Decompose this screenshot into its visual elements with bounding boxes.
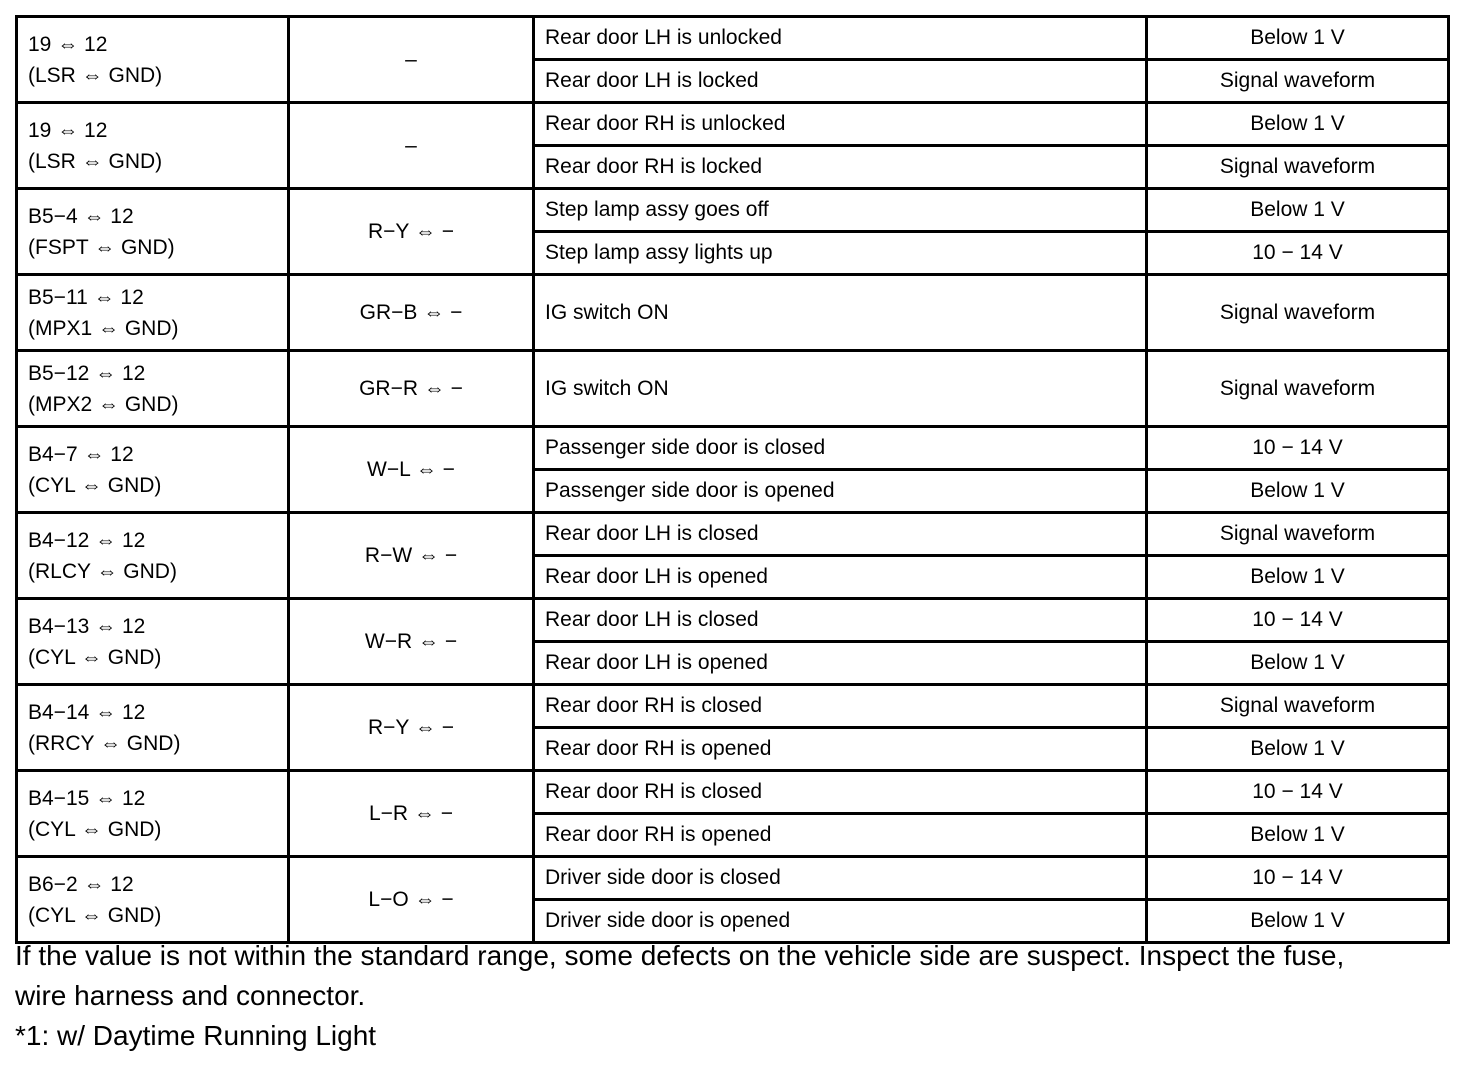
wiring-color-cell: –	[289, 17, 534, 103]
condition-cell: Passenger side door is opened	[534, 470, 1147, 513]
terminal-symbol: (CYL ⇔ GND)	[28, 903, 162, 927]
wiring-color-cell: –	[289, 103, 534, 189]
footnote: *1: w/ Daytime Running Light	[15, 1020, 377, 1051]
condition-cell: Rear door LH is opened	[534, 642, 1147, 685]
note-text-line-1: If the value is not within the standard range, some defects on the vehicle side are suspect. Inspect the fuse,	[15, 940, 1345, 971]
condition-cell: Rear door LH is closed	[534, 599, 1147, 642]
terminal-number: B5−11 ⇔ 12	[28, 285, 144, 309]
condition-cell: Rear door LH is opened	[534, 556, 1147, 599]
table-row	[17, 103, 1449, 146]
terminal-symbol: (MPX2 ⇔ GND)	[28, 392, 179, 416]
terminal-number: B4−15 ⇔ 12	[28, 786, 146, 810]
specified-condition-cell: Signal waveform	[1147, 275, 1449, 351]
terminal-cell	[17, 427, 289, 513]
condition-cell: Driver side door is opened	[534, 900, 1147, 943]
table-body	[17, 17, 1449, 943]
wiring-color-cell: W−L ⇔ −	[289, 427, 534, 513]
specified-condition-cell: 10 − 14 V	[1147, 232, 1449, 275]
specified-condition-cell: Below 1 V	[1147, 17, 1449, 60]
condition-cell: IG switch ON	[534, 275, 1147, 351]
specified-condition-cell: Below 1 V	[1147, 900, 1449, 943]
terminal-number: B4−12 ⇔ 12	[28, 528, 146, 552]
table-row	[17, 189, 1449, 232]
notes-section	[15, 936, 1455, 1056]
terminal-cell	[17, 189, 289, 275]
condition-cell: Rear door RH is opened	[534, 728, 1147, 771]
wiring-color-cell: R−Y ⇔ −	[289, 189, 534, 275]
condition-cell: Rear door LH is unlocked	[534, 17, 1147, 60]
terminal-symbol: (CYL ⇔ GND)	[28, 817, 162, 841]
table-row	[17, 427, 1449, 470]
terminal-cell	[17, 351, 289, 427]
wiring-color-cell: W−R ⇔ −	[289, 599, 534, 685]
terminal-cell	[17, 599, 289, 685]
table-row	[17, 685, 1449, 728]
table-row	[17, 275, 1449, 351]
condition-cell: Rear door LH is locked	[534, 60, 1147, 103]
table-row	[17, 599, 1449, 642]
condition-cell: Rear door RH is closed	[534, 685, 1147, 728]
condition-cell: Passenger side door is closed	[534, 427, 1147, 470]
terminal-number: 19 ⇔ 12	[28, 118, 108, 142]
condition-cell: Rear door RH is opened	[534, 814, 1147, 857]
specified-condition-cell: 10 − 14 V	[1147, 427, 1449, 470]
condition-cell: Rear door RH is closed	[534, 771, 1147, 814]
specified-condition-cell: Below 1 V	[1147, 642, 1449, 685]
specified-condition-cell: Below 1 V	[1147, 103, 1449, 146]
specified-condition-cell: 10 − 14 V	[1147, 857, 1449, 900]
specified-condition-cell: Below 1 V	[1147, 189, 1449, 232]
specified-condition-cell: Signal waveform	[1147, 685, 1449, 728]
terminal-number: B5−12 ⇔ 12	[28, 361, 146, 385]
terminal-number: 19 ⇔ 12	[28, 32, 108, 56]
terminal-symbol: (FSPT ⇔ GND)	[28, 235, 175, 259]
terminal-cell	[17, 771, 289, 857]
table-row	[17, 17, 1449, 60]
specified-condition-cell: 10 − 14 V	[1147, 771, 1449, 814]
terminal-symbol: (RRCY ⇔ GND)	[28, 731, 181, 755]
condition-cell: IG switch ON	[534, 351, 1147, 427]
terminal-cell	[17, 17, 289, 103]
terminal-symbol: (CYL ⇔ GND)	[28, 645, 162, 669]
wiring-color-cell: R−W ⇔ −	[289, 513, 534, 599]
terminal-symbol: (MPX1 ⇔ GND)	[28, 316, 179, 340]
condition-cell: Driver side door is closed	[534, 857, 1147, 900]
terminal-number: B4−14 ⇔ 12	[28, 700, 146, 724]
note-text-line-2: wire harness and connector.	[15, 980, 366, 1011]
wiring-color-cell: GR−B ⇔ −	[289, 275, 534, 351]
condition-cell: Rear door RH is unlocked	[534, 103, 1147, 146]
terminal-number: B5−4 ⇔ 12	[28, 204, 134, 228]
specified-condition-cell: Below 1 V	[1147, 470, 1449, 513]
wiring-color-cell: L−R ⇔ −	[289, 771, 534, 857]
terminal-cell	[17, 857, 289, 943]
terminal-number: B4−7 ⇔ 12	[28, 442, 134, 466]
table-row	[17, 857, 1449, 900]
condition-cell: Step lamp assy goes off	[534, 189, 1147, 232]
terminal-cell	[17, 275, 289, 351]
wiring-color-cell: R−Y ⇔ −	[289, 685, 534, 771]
terminal-cell	[17, 103, 289, 189]
terminal-symbol: (RLCY ⇔ GND)	[28, 559, 177, 583]
condition-cell: Rear door LH is closed	[534, 513, 1147, 556]
condition-cell: Rear door RH is locked	[534, 146, 1147, 189]
specified-condition-cell: Signal waveform	[1147, 60, 1449, 103]
specified-condition-cell: Below 1 V	[1147, 728, 1449, 771]
terminal-number: B4−13 ⇔ 12	[28, 614, 146, 638]
condition-cell: Step lamp assy lights up	[534, 232, 1147, 275]
terminal-spec-table	[15, 15, 1450, 944]
terminal-number: B6−2 ⇔ 12	[28, 872, 134, 896]
terminal-symbol: (LSR ⇔ GND)	[28, 149, 163, 173]
wiring-color-cell: L−O ⇔ −	[289, 857, 534, 943]
table-row	[17, 351, 1449, 427]
specified-condition-cell: Signal waveform	[1147, 351, 1449, 427]
specified-condition-cell: Below 1 V	[1147, 556, 1449, 599]
specified-condition-cell: Below 1 V	[1147, 814, 1449, 857]
specified-condition-cell: Signal waveform	[1147, 513, 1449, 556]
specified-condition-cell: 10 − 14 V	[1147, 599, 1449, 642]
table-row	[17, 513, 1449, 556]
terminal-symbol: (LSR ⇔ GND)	[28, 63, 163, 87]
terminal-symbol: (CYL ⇔ GND)	[28, 473, 162, 497]
terminal-cell	[17, 685, 289, 771]
specified-condition-cell: Signal waveform	[1147, 146, 1449, 189]
table-row	[17, 771, 1449, 814]
terminal-cell	[17, 513, 289, 599]
wiring-color-cell: GR−R ⇔ −	[289, 351, 534, 427]
